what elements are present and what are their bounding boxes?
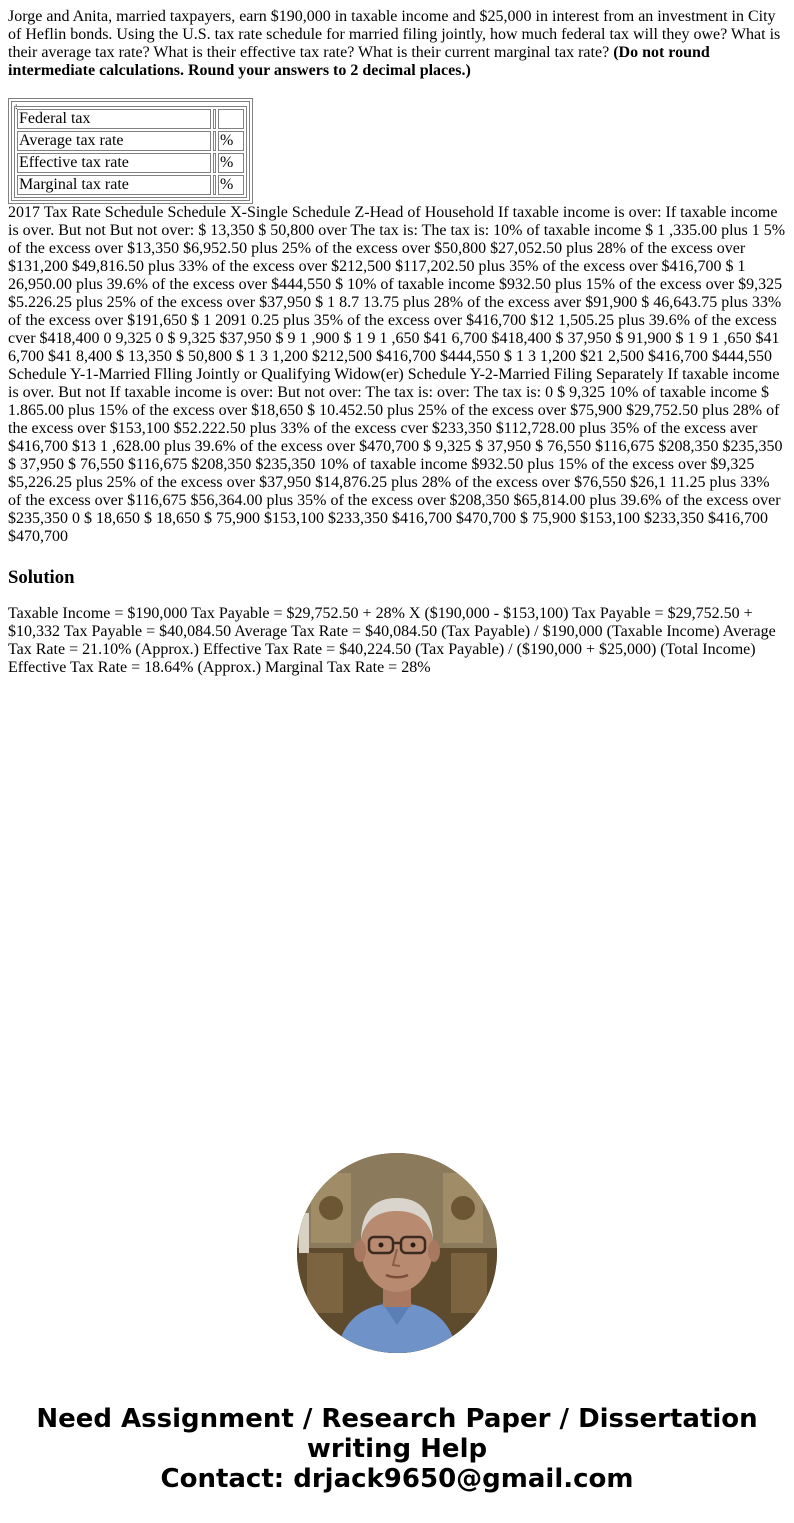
question-text: Jorge and Anita, married taxpayers, earn $190,000 in taxable income and $25,000 in interest from an investment in City of Heflin bonds. Using the U.S. tax rate schedule for married filing jointly, how much federal tax will they owe? What is their average tax rate? What is their effective tax rate? What is their current marginal tax rate?: [8, 8, 781, 61]
row-separator: [213, 131, 216, 151]
tax-schedule-text: 2017 Tax Rate Schedule Schedule X-Single Schedule Z-Head of Household If taxable income is over: If taxable income is over. But not But not over: $ 13,350 $ 50,800 over The tax is: The tax is: 10% of taxable income $ 1 ,335.00 plus 1 5% of the excess over $13,350 $6,952.50 plus 25% of the excess over $50,800 $27,052.50 plus 28% of the excess over $131,200 $49,816.50 plus 33% of the excess over $212,500 $117,202.50 plus 35% of the excess over $416,700 $ 1 26,950.00 plus 39.6% of the excess over $444,550 $ 10% of taxable income $932.50 plus 15% of the excess over $9,325 $5.226.25 plus 25% of the excess over $37,950 $ 1 8.7 13.75 plus 28% of the excess aver $91,900 $ 46,643.75 plus 33% of the excess over $191,650 $ 1 2091 0.25 plus 35% of the excess over $416,700 $12 1,505.25 plus 39.6% of the excess cver $418,400 0 9,325 0 $ 9,325 $37,950 $ 9 1 ,900 $ 1 9 1 ,650 $41 6,700 $418,400 $ 37,950 $ 91,900 $ 1 9 1 ,650 $41 6,700 $41 8,400 $ 13,350 $ 50,800 $ 1 3 1,200 $212,500 $416,700 $444,550 $ 1 3 1,200 $21 2,500 $416,700 $444,550 Schedule Y-1-Married Flling Jointly or Qualifying Widow(er) Schedule Y-2-Married Filing Separately If taxable income is over. But not If taxable income is over: But not over: The tax is: over: The tax is: 0 $ 9,325 10% of taxable income $ 1.865.00 plus 15% of the excess over $18,650 $ 10.452.50 plus 25% of the excess over $75,900 $29,752.50 plus 28% of the excess over $153,100 $52.222.50 plus 33% of the excess cver $233,350 $112,728.00 plus 35% of the excess aver $416,700 $13 1 ,628.00 plus 39.6% of the excess over $470,700 $ 9,325 $ 37,950 $ 76,550 $116,675 $208,350 $235,350 $ 37,950 $ 76,550 $116,675 $208,350 $235,350 10% of taxable income $932.50 plus 15% of the excess over $9,325 $5,226.25 plus 25% of the excess over $37,950 $14,876.25 plus 28% of the excess over $76,550 $26,1 11.25 plus 33% of the excess over $116,675 $56,364.00 plus 35% of the excess over $208,350 $65,814.00 plus 39.6% of the excess over $235,350 0 $ 18,650 $ 18,650 $ 75,900 $153,100 $233,350 $416,700 $470,700 $ 75,900 $153,100 $233,350 $416,700 $470,700: [8, 204, 786, 545]
marginal-tax-rate-input[interactable]: %: [218, 175, 244, 195]
row-separator: [213, 109, 216, 129]
table-marker: :: [15, 101, 18, 111]
answer-table: [14, 106, 247, 198]
solution-heading: Solution: [8, 567, 75, 588]
answer-table-frame: [8, 98, 253, 204]
footer-line-2: writing Help: [306, 1434, 488, 1464]
table-row: [17, 109, 244, 129]
table-row: [17, 175, 244, 195]
row-label-effective-tax-rate: Effective tax rate: [17, 153, 211, 173]
avatar-portrait-illustration: [297, 1153, 497, 1353]
question-paragraph: [8, 8, 786, 80]
table-row: [17, 131, 244, 151]
footer-line-1: Need Assignment / Research Paper / Dissertation: [36, 1404, 758, 1434]
row-label-average-tax-rate: Average tax rate: [17, 131, 211, 151]
footer-contact: Contact: drjack9650@gmail.com: [160, 1464, 634, 1494]
solution-text: Taxable Income = $190,000 Tax Payable = $29,752.50 + 28% X ($190,000 - $153,100) Tax Payable = $29,752.50 + $10,332 Tax Payable = $40,084.50 Average Tax Rate = $40,084.50 (Tax Payable) / $190,000 (Taxable Income) Average Tax Rate = 21.10% (Approx.) Effective Tax Rate = $40,224.50 (Tax Payable) / ($190,000 + $25,000) (Total Income) Effective Tax Rate = 18.64% (Approx.) Marginal Tax Rate = 28%: [8, 605, 776, 676]
row-separator: [213, 153, 216, 173]
row-label-federal-tax: Federal tax: [17, 109, 211, 129]
author-avatar: [297, 1153, 497, 1353]
average-tax-rate-input[interactable]: %: [218, 131, 244, 151]
row-separator: [213, 175, 216, 195]
row-label-marginal-tax-rate: Marginal tax rate: [17, 175, 211, 195]
table-row: [17, 153, 244, 173]
question-instruction: (Do not round intermediate calculations. Round your answers to 2 decimal places.): [8, 44, 710, 79]
footer-banner: [0, 1404, 794, 1494]
federal-tax-input[interactable]: [218, 109, 244, 129]
document-body: [8, 8, 786, 677]
effective-tax-rate-input[interactable]: %: [218, 153, 244, 173]
